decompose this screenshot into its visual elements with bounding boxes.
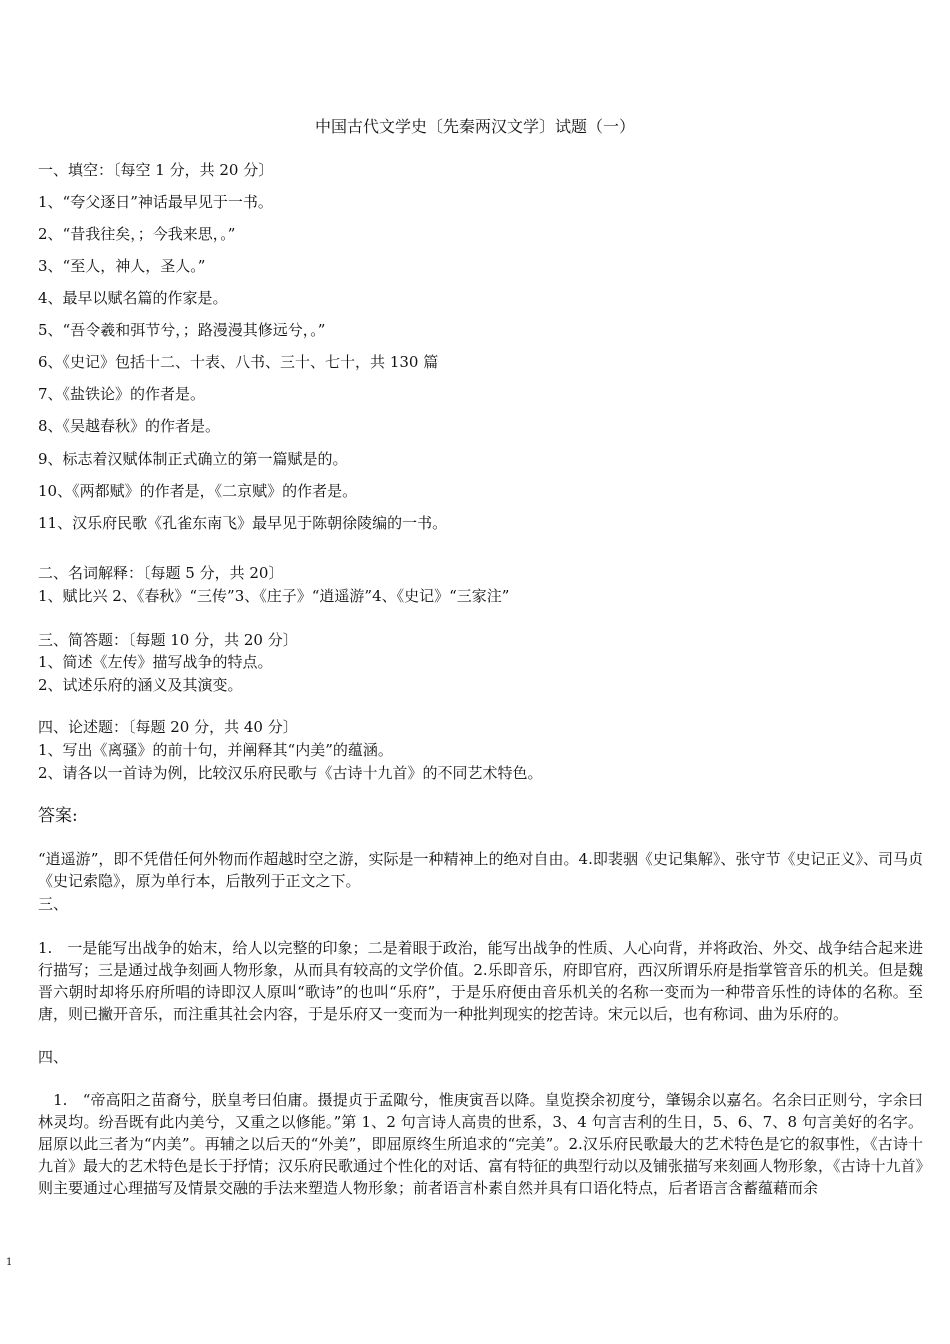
short-answer-item-2: 2、试述乐府的涵义及其演变。 — [38, 676, 243, 694]
answers-heading: 答案: — [38, 806, 78, 826]
page-number: 1 — [6, 1257, 13, 1268]
fill-item-5: 5、“吾令羲和弭节兮，；路漫漫其修远兮，。” — [38, 321, 326, 339]
essay-item-2: 2、请各以一首诗为例，比较汉乐府民歌与《古诗十九首》的不同艺术特色。 — [38, 764, 543, 782]
fill-item-1: 1、“夸父逐日”神话最早见于一书。 — [38, 193, 273, 211]
section2-heading: 二、名词解释：〔每题 5 分，共 20〕 — [38, 564, 284, 582]
fill-item-4: 4、最早以赋名篇的作家是。 — [38, 289, 228, 307]
fill-item-3: 3、“至人，神人，圣人。” — [38, 257, 206, 275]
essay-item-1: 1、写出《离骚》的前十句，并阐释其“内美”的蕴涵。 — [38, 741, 393, 759]
answer-paragraph-1: “逍遥游”，即不凭借任何外物而作超越时空之游，实际是一种精神上的绝对自由。4.即裴骃《史记集解》、张守节《史记正义》、司马贞《史记索隐》，原为单行本，后散列于正文之下。 — [38, 850, 923, 890]
answer-paragraph-3: 1. “帝高阳之苗裔兮，朕皇考曰伯庸。摄提贞于孟陬兮，惟庚寅吾以降。皇览揆余初度兮，肇锡余以嘉名。名余曰正则兮，字余曰林灵均。纷吾既有此内美兮，又重之以修能。”第 1、2 句言诗人高贵的世系，3、4 句言吉利的生日，5、6、7、8 句言美好的名字。屈原以此三者为“内美”。再辅之以后天的“外美”，即屈原终生所追求的“完美”。2.汉乐府民歌最大的艺术特色是它的叙事性，《古诗十九首》最大的艺术特色是长于抒情；汉乐府民歌通过个性化的对话、富有特征的典型行动以及铺张描写来刻画人物形象，《古诗十九首》则主要通过心理描写及情景交融的手法来塑造人物形象；前者语言朴素自然并具有口语化特点，后者语言含蓄蕴藉而余 — [38, 1091, 924, 1197]
fill-item-2: 2、“昔我往矣，；今我来思，。” — [38, 225, 236, 243]
answer-section-4-label: 四、 — [38, 1048, 69, 1066]
section4-heading: 四、论述题：〔每题 20 分，共 40 分〕 — [38, 718, 298, 736]
fill-item-8: 8、《吴越春秋》的作者是。 — [38, 417, 221, 435]
section2-terms: 1、赋比兴 2、《春秋》“三传”3、《庄子》“逍遥游”4、《史记》“三家注” — [38, 587, 510, 605]
section3-heading: 三、简答题：〔每题 10 分，共 20 分〕 — [38, 631, 298, 649]
short-answer-item-1: 1、简述《左传》描写战争的特点。 — [38, 653, 273, 671]
answer-section-3-label: 三、 — [38, 895, 69, 913]
fill-item-11: 11、汉乐府民歌《孔雀东南飞》最早见于陈朝徐陵编的一书。 — [38, 514, 448, 532]
fill-item-6: 6、《史记》包括十二、十表、八书、三十、七十，共 130 篇 — [38, 353, 439, 371]
section1-heading: 一、填空：〔每空 1 分，共 20 分〕 — [38, 161, 274, 179]
fill-item-7: 7、《盐铁论》的作者是。 — [38, 385, 206, 403]
fill-item-10: 10、《两都赋》的作者是，《二京赋》的作者是。 — [38, 482, 358, 500]
document-title: 中国古代文学史〔先秦两汉文学〕试题（一） — [314, 117, 635, 136]
fill-item-9: 9、标志着汉赋体制正式确立的第一篇赋是的。 — [38, 450, 348, 468]
answer-paragraph-2: 1. 一是能写出战争的始末，给人以完整的印象；二是着眼于政治，能写出战争的性质、人心向背，并将政治、外交、战争结合起来进行描写；三是通过战争刻画人物形象，从而具有较高的文学价值。2.乐即音乐，府即官府，西汉所谓乐府是指掌管音乐的机关。但是魏晋六朝时却将乐府所唱的诗即汉人原叫“歌诗”的也叫“乐府”，于是乐府便由音乐机关的名称一变而为一种带音乐性的诗体的名称。至唐，则已撇开音乐，而注重其社会内容，于是乐府又一变而为一种批判现实的挖苦诗。宋元以后，也有称词、曲为乐府的。 — [38, 939, 923, 1023]
